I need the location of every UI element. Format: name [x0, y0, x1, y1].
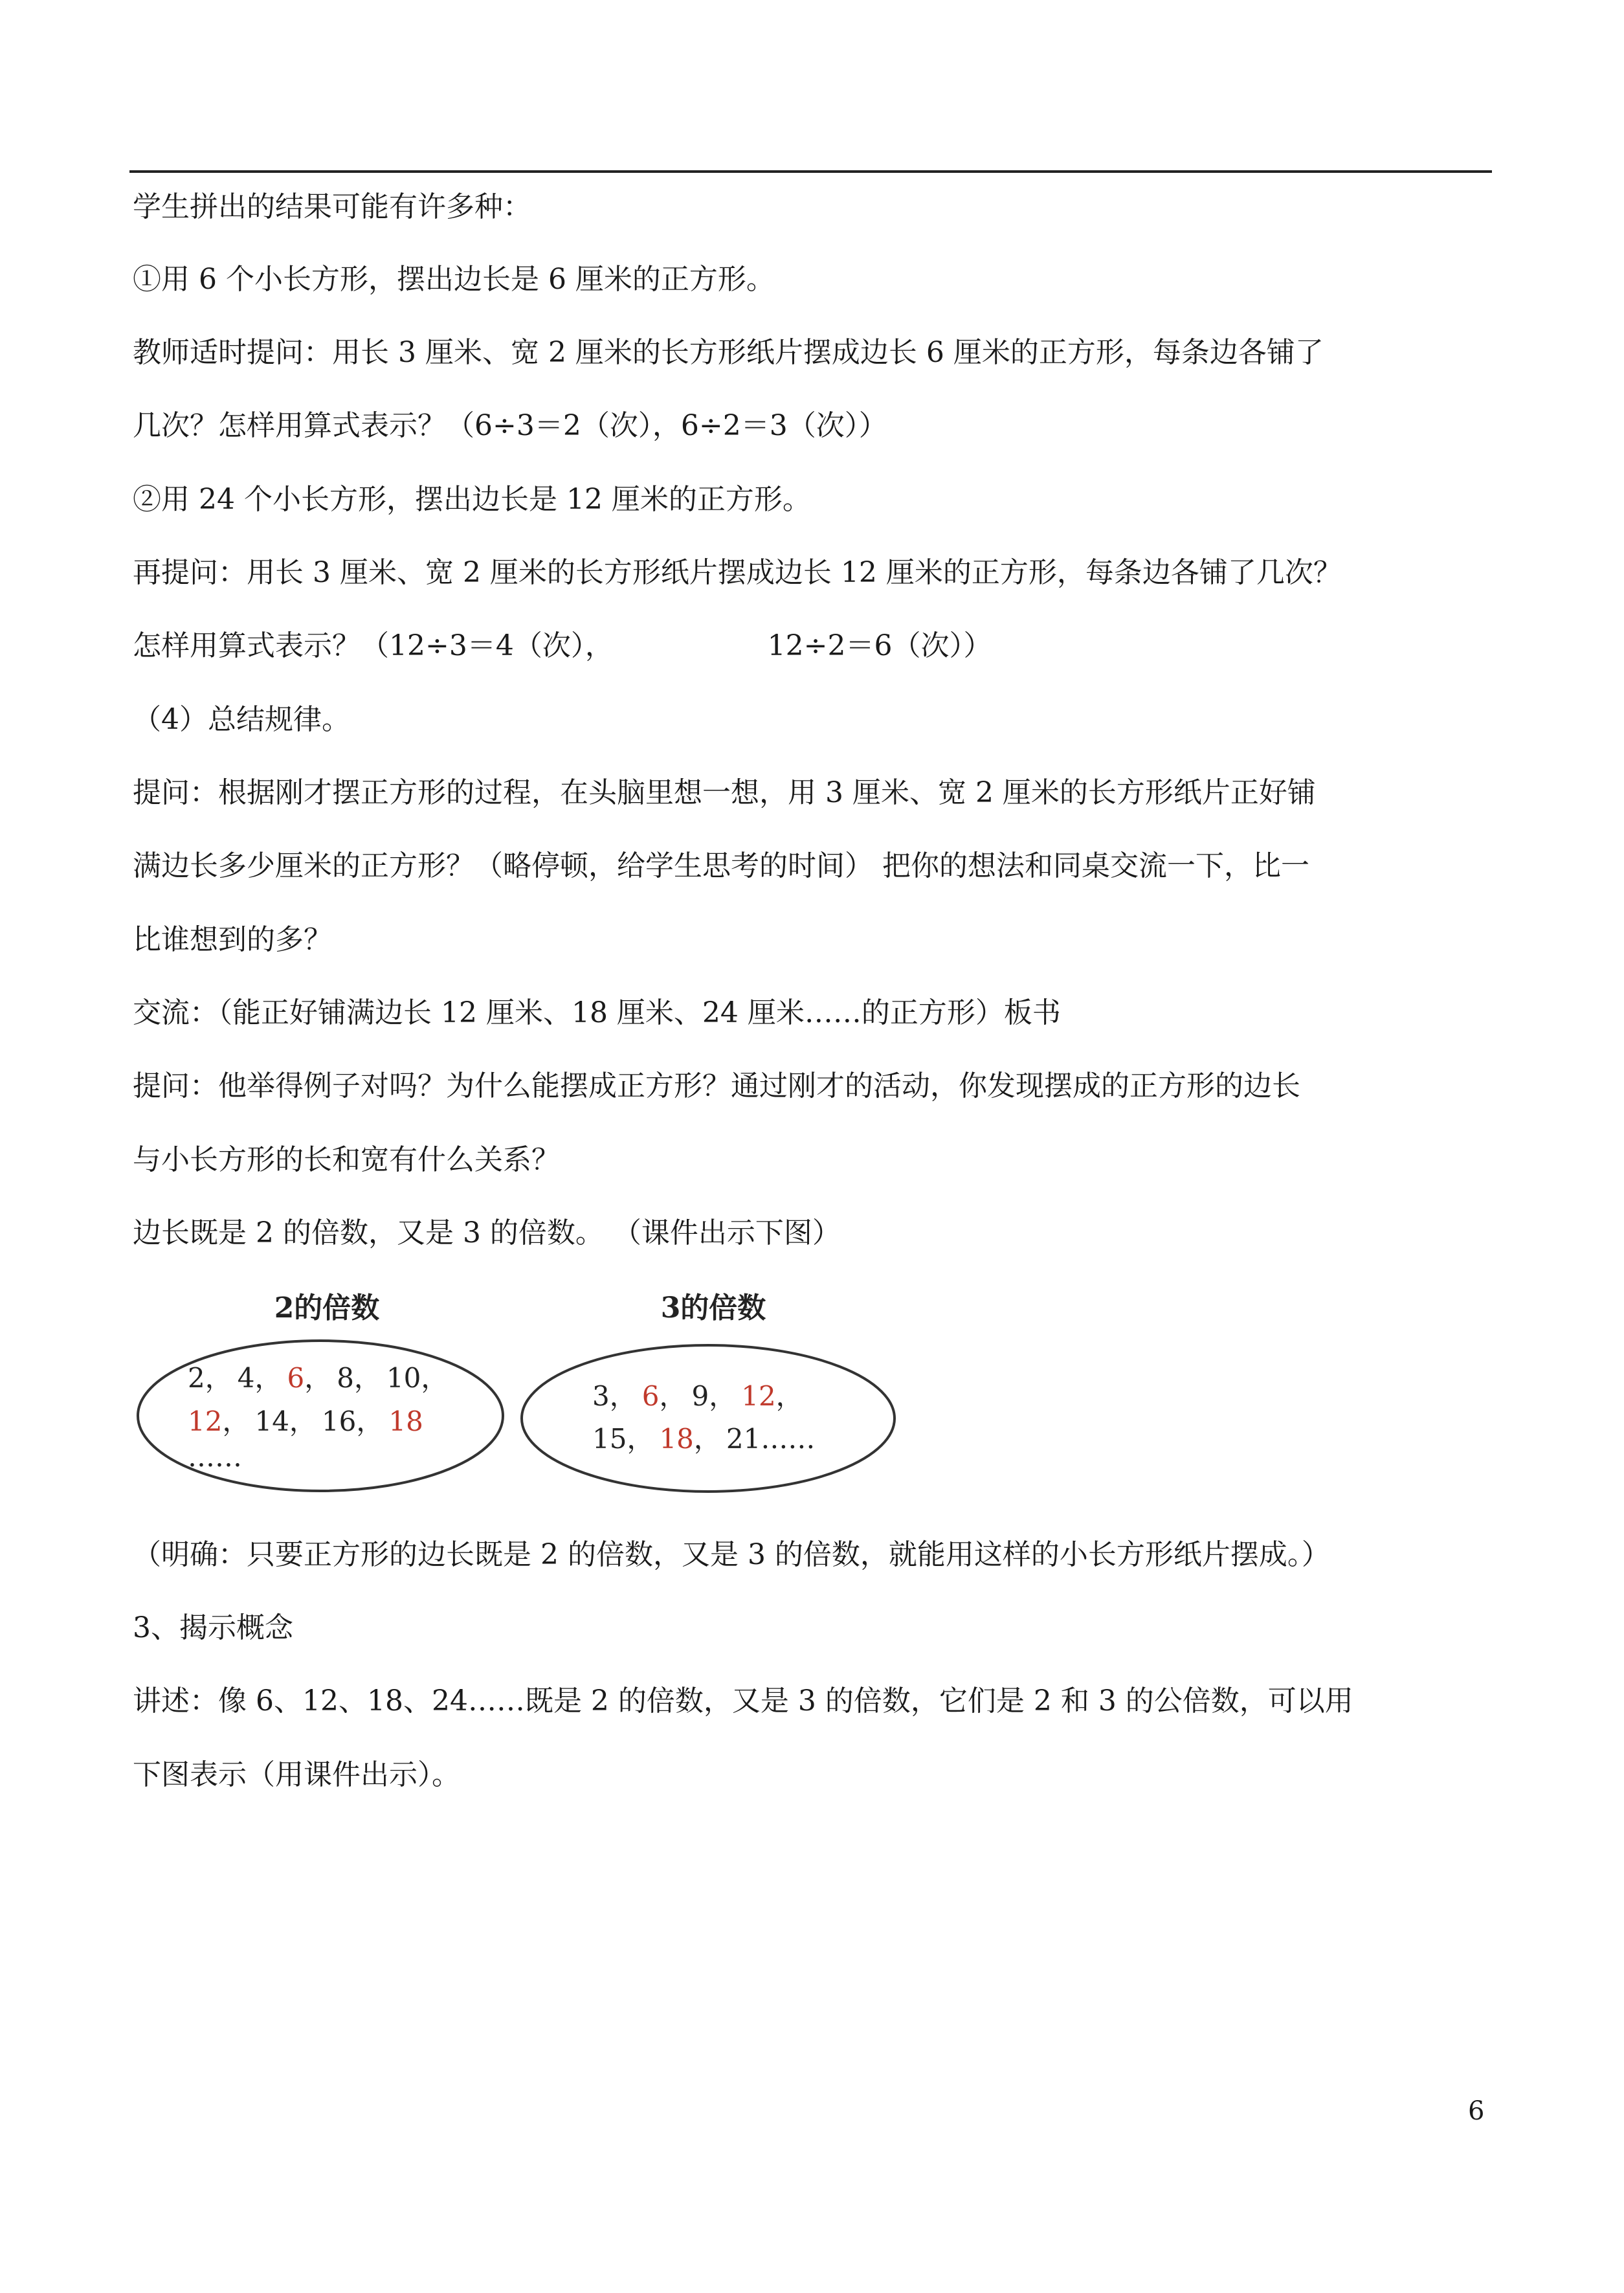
num-16: 16，: [321, 1405, 384, 1437]
left-set-title: 2的倍数: [274, 1292, 380, 1325]
text-line-18: 讲述：像 6、12、18、24……既是 2 的倍数，又是 3 的倍数，它们是 2 和 3 的公倍数，可以用: [133, 1684, 1353, 1717]
left-row-1: [188, 1362, 448, 1394]
left-row-3-ellipsis: ……: [188, 1441, 242, 1473]
comma: ，: [659, 1380, 687, 1412]
text-line-10: 满边长多少厘米的正方形？（略停顿，给学生思考的时间） 把你的想法和同桌交流一下，比一: [133, 849, 1309, 882]
comma: ，: [775, 1380, 803, 1412]
text-line-19: 下图表示（用课件出示）。: [133, 1758, 460, 1791]
num-8: 8，: [337, 1362, 381, 1394]
num-15: 15，: [592, 1423, 654, 1455]
comma: ，: [304, 1362, 332, 1394]
num-18-highlight: 18: [388, 1405, 423, 1437]
text-line-2: ①用 6 个小长方形，摆出边长是 6 厘米的正方形。: [133, 263, 775, 296]
num-18-highlight: 18: [659, 1423, 694, 1455]
left-row-2: [188, 1405, 423, 1437]
text-line-5: ②用 24 个小长方形，摆出边长是 12 厘米的正方形。: [133, 483, 811, 516]
text-line-1: 学生拼出的结果可能有许多种：: [133, 190, 531, 223]
text-line-13: 提问：他举得例子对吗？为什么能摆成正方形？通过刚才的活动，你发现摆成的正方形的边长: [133, 1069, 1300, 1102]
multiples-diagram: [129, 1279, 932, 1518]
text-line-6: 再提问：用长 3 厘米、宽 2 厘米的长方形纸片摆成边长 12 厘米的正方形，每条边各铺了几次？: [133, 556, 1342, 589]
text-line-8: （4）总结规律。: [133, 703, 350, 736]
num-21-ellipsis: 21……: [726, 1423, 816, 1455]
text-line-3: 教师适时提问：用长 3 厘米、宽 2 厘米的长方形纸片摆成边长 6 厘米的正方形，每条边各铺了: [133, 336, 1324, 369]
text-line-4: 几次？怎样用算式表示？（6÷3＝2（次），6÷2＝3（次））: [133, 409, 887, 442]
num-2: 2，: [188, 1362, 232, 1394]
text-line-12: 交流：（能正好铺满边长 12 厘米、18 厘米、24 厘米……的正方形）板书: [133, 996, 1061, 1029]
right-row-2: [592, 1423, 815, 1455]
text-line-9: 提问：根据刚才摆正方形的过程，在头脑里想一想，用 3 厘米、宽 2 厘米的长方形纸片正好铺: [133, 776, 1316, 809]
num-14: 14，: [254, 1405, 317, 1437]
page-number: 6: [1468, 2096, 1485, 2126]
num-6-highlight: 6: [287, 1362, 305, 1394]
text-line-17: 3、揭示概念: [133, 1611, 293, 1644]
comma: ，: [693, 1423, 721, 1455]
comma: ，: [222, 1405, 250, 1437]
num-10: 10，: [386, 1362, 449, 1394]
right-row-1: [592, 1380, 803, 1412]
text-line-15: 边长既是 2 的倍数，又是 3 的倍数。 （课件出示下图）: [133, 1216, 841, 1249]
right-set-ellipse: [522, 1345, 895, 1492]
right-set-title: 3的倍数: [660, 1292, 766, 1325]
num-12-highlight: 12: [188, 1405, 223, 1437]
num-4: 4，: [237, 1362, 282, 1394]
text-line-16: （明确：只要正方形的边长既是 2 的倍数，又是 3 的倍数，就能用这样的小长方形纸片摆成。）: [133, 1538, 1330, 1571]
num-3: 3，: [592, 1380, 637, 1412]
num-9: 9，: [691, 1380, 737, 1412]
num-12-highlight: 12: [741, 1380, 776, 1412]
text-line-14: 与小长方形的长和宽有什么关系？: [133, 1143, 560, 1176]
num-6-highlight: 6: [641, 1380, 660, 1412]
text-line-11: 比谁想到的多？: [133, 923, 332, 956]
text-line-7: 怎样用算式表示？（12÷3＝4（次）， 12÷2＝6（次））: [133, 629, 992, 662]
header-rule: [129, 170, 1492, 173]
